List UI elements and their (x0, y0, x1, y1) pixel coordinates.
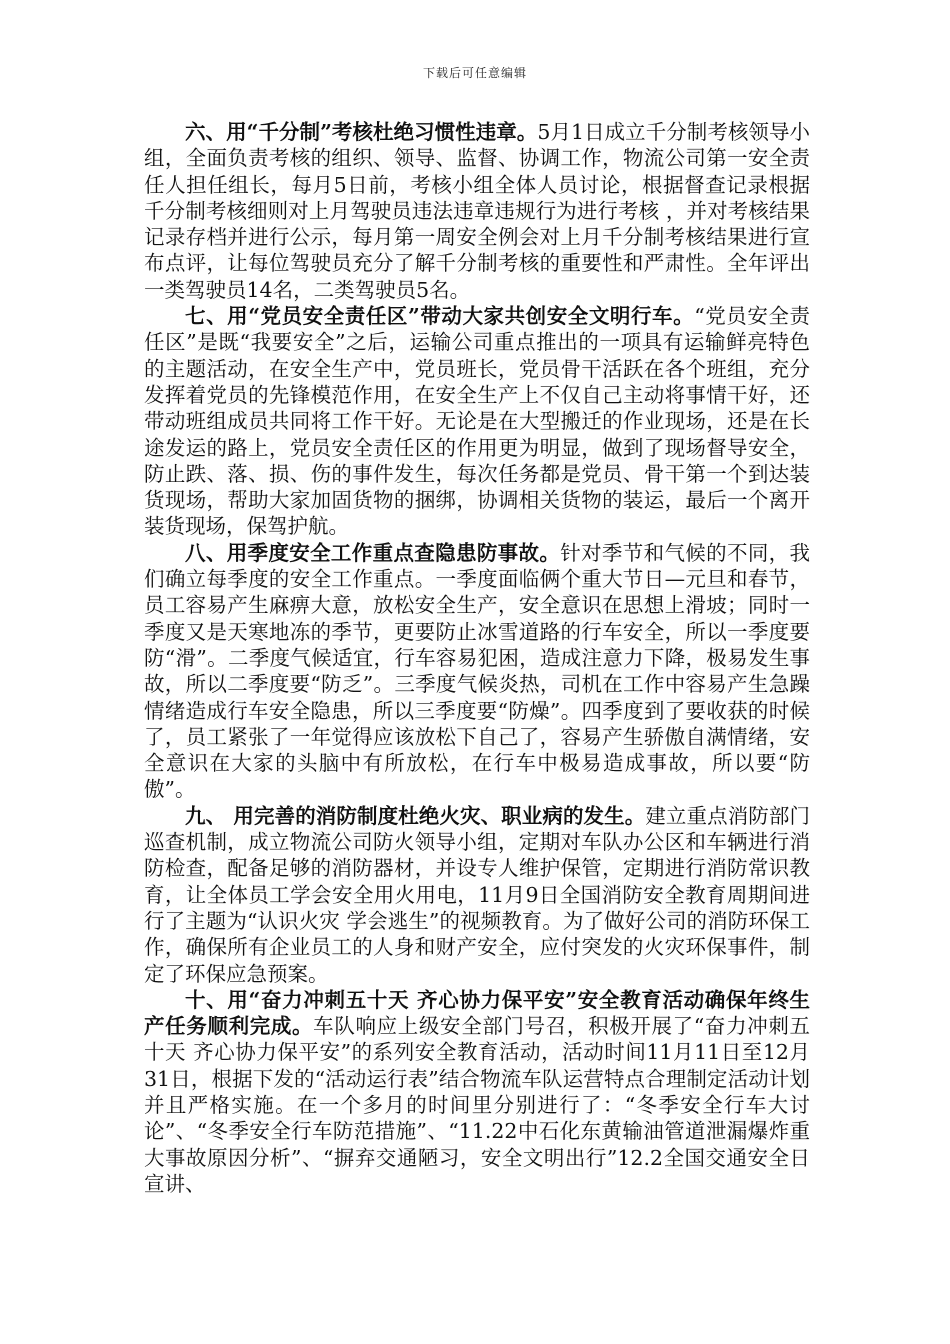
paragraph-text: 5月1日成立千分制考核领导小组，全面负责考核的组织、领导、监督、协调工作，物流公司第一安全责任人担任组长，每月5日前，考核小组全体人员讨论，根据督查记录根据千分制考核细则对上月驾驶员违法违章违规行为进行考核 ，并对考核结果记录存档并进行公示，每月第一周安全例会对上月千分制考核结果进行宣布点评，让每位驾驶员充分了解千分制考核的重要性和严肃性。全年评出一类驾驶员14名，二类驾驶员5名。 (144, 120, 810, 302)
paragraph-9 (144, 803, 810, 987)
paragraph-text: 车队响应上级安全部门号召，积极开展了“奋力冲刺五十天 齐心协力保平安”的系列安全教育活动，活动时间11月11日至12月31日，根据下发的“活动运行表”结合物流车队运营特点合理制定活动计划并且严格实施。在一个多月的时间里分别进行了：“冬季安全行车大讨论”、“冬季安全行车防范措施”、“11.22中石化东黄输油管道泄漏爆炸重大事故原因分析”、“摒弃交通陋习，安全文明出行”12.2全国交通安全日宣讲、 (144, 1014, 811, 1196)
paragraph-10 (144, 987, 810, 1197)
document-body (144, 119, 810, 1197)
paragraph-8 (144, 540, 810, 803)
paragraph-heading: 十、用“奋力冲刺五十天 齐心协力保平安”安全教育活动确保年终生产任务顺利完成。 (144, 987, 810, 1039)
page-header: 下载后可任意编辑 (422, 66, 527, 80)
paragraph-heading: 八、用季度安全工作重点查隐患防事故。 (185, 540, 561, 565)
paragraph-6 (144, 119, 810, 303)
paragraph-text: 针对季节和气候的不同，我们确立每季度的安全工作重点。一季度面临俩个重大节日—元旦和春节，员工容易产生麻痹大意，放松安全生产，安全意识在思想上滑坡；同时一季度又是天寒地冻的季节，更要防止冰雪道路的行车安全，所以一季度要防“滑”。二季度气候适宜，行车容易犯困，造成注意力下降，极易发生事故，所以二季度要“防乏”。三季度气候炎热，司机在工作中容易产生急躁情绪造成行车安全隐患，所以三季度要“防燥”。四季度到了要收获的时候了，员工紧张了一年觉得应该放松下自己了，容易产生骄傲自满情绪，安全意识在大家的头脑中有所放松，在行车中极易造成事故，所以要“防傲”。 (144, 540, 811, 802)
paragraph-heading: 六、用“千分制”考核杜绝习惯性违章。 (185, 120, 538, 144)
paragraph-heading: 七、用“党员安全责任区”带动大家共创安全文明行车。 (185, 304, 695, 329)
paragraph-heading: 九、 用完善的消防制度杜绝火灾、职业病的发生。 (185, 803, 646, 828)
paragraph-text: “党员安全责任区”是既“我要安全”之后，运输公司重点推出的一项具有运输鲜亮特色的主题活动，在安全生产中，党员班长，党员骨干活跃在各个班组，充分发挥着党员的先锋模范作用，在安全生产上不仅自己主动将事情干好，还带动班组成员共同将工作干好。无论是在大型搬迁的作业现场，还是在长途发运的路上，党员安全责任区的作用更为明显，做到了现场督导安全，防止跌、落、损、伤的事件发生，每次任务都是党员、骨干第一个到达装货现场，帮助大家加固货物的捆绑，协调相关货物的装运，最后一个离开装货现场，保驾护航。 (144, 304, 810, 539)
paragraph-7 (144, 303, 810, 540)
paragraph-text: 建立重点消防部门巡查机制，成立物流公司防火领导小组，定期对车队办公区和车辆进行消防检查，配备足够的消防器材，并设专人维护保管，定期进行消防常识教育，让全体员工学会安全用火用电，11月9日全国消防安全教育周期间进行了主题为“认识火灾 学会逃生”的视频教育。为了做好公司的消防环保工作，确保所有企业员工的人身和财产安全，应付突发的火灾环保事件，制定了环保应急预案。 (144, 803, 810, 986)
